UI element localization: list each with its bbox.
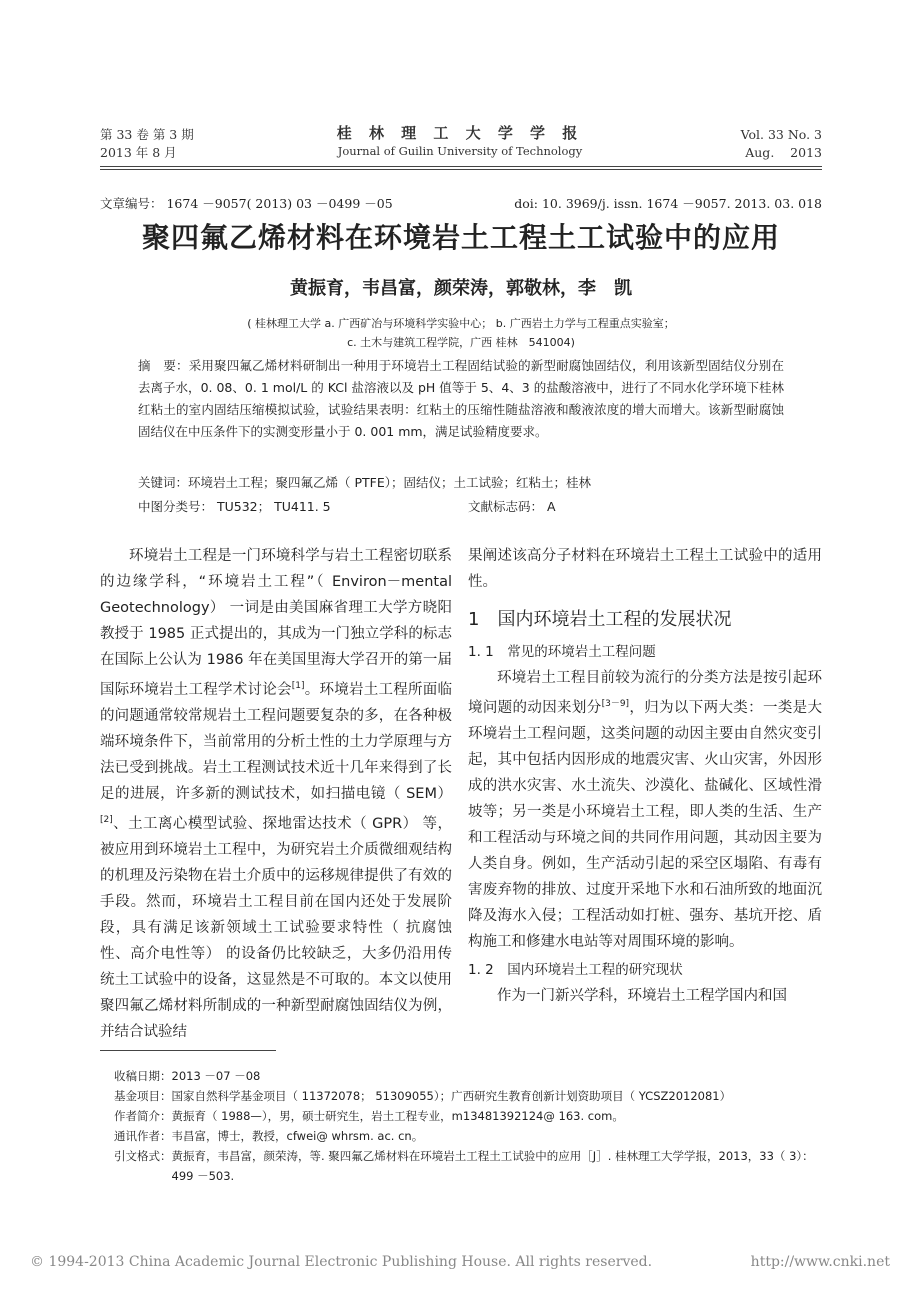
copyright-bar <box>30 1254 890 1270</box>
footnote-label: 通讯作者： <box>114 1129 172 1143</box>
section-heading-1-1: 1. 1 常见的环境岩土工程问题 <box>468 644 656 660</box>
footnote-label: 收稿日期： <box>114 1069 172 1083</box>
affiliation-line-1: ( 桂林理工大学 a. 广西矿冶与环境科学实验中心； b. 广西岩土力学与工程重点实验室； <box>247 317 675 330</box>
header-volume <box>100 126 194 162</box>
body-text: 环境岩土工程所面临的问题通常较常规岩土工程问题要复杂的多，在各种极端环境条件下，当前常用的分析土性的土力学原理与方法已受到挑战。岩土工程测试技术近十几年来得到了长足的进展，许多新的测试技术，如扫描电镜（ SEM） <box>100 681 452 802</box>
clc-number: 中图分类号： TU532； TU411. 5 <box>138 499 331 514</box>
abstract-text: 采用聚四氟乙烯材料研制出一种用于环境岩土工程固结试验的新型耐腐蚀固结仪，利用该新型固结仪分别在去离子水，0. 08、0. 1 mol/L 的 KCl 盐溶液以及 pH 值等于 5、4、3 的盐酸溶液中，进行了不同水化学环境下桂林红粘土的室内固结压缩模拟试验，试验结果表明：红粘土的压缩性随盐溶液和酸液浓度的增大而增大。该新型耐腐蚀固结仪在中压条件下的实测变形量小于 0. 001 mm，满足试验精度要求。 <box>138 358 784 439</box>
header-volume-en-text: Vol. 33 No. 3 <box>740 127 822 142</box>
doi: doi: 10. 3969/j. issn. 1674 －9057. 2013. 03. 018 <box>514 196 822 211</box>
cnki-link[interactable]: http://www.cnki.net <box>750 1254 890 1270</box>
footnote-value: 黄振育（ 1988—），男，硕士研究生，岩土工程专业，m13481392124@ 163. com。 <box>171 1109 624 1123</box>
copyright-text: © 1994-2013 China Academic Journal Electronic Publishing House. All rights reserved. <box>30 1254 653 1270</box>
header-date-cn: 2013 年 8 月 <box>100 145 177 160</box>
footnote-label: 基金项目： <box>114 1089 172 1103</box>
header-volume-cn: 第 33 卷 第 3 期 <box>100 127 194 142</box>
footnote-value: 韦昌富，博士，教授，cfwei@ whrsm. ac. cn。 <box>171 1129 424 1143</box>
citation: [1] <box>291 681 305 691</box>
footnote-funding <box>114 1086 824 1106</box>
footnote-corresponding <box>114 1126 824 1146</box>
footnote-value: 黄振育，韦昌富，颜荣涛，等. 聚四氟乙烯材料在环境岩土工程土工试验中的应用［J］. 桂林理工大学学报，2013，33（ 3）：499 －503. <box>171 1149 814 1183</box>
footnote-value: 国家自然科学基金项目（ 11372078； 51309055）；广西研究生教育创新计划资助项目（ YCSZ2012081） <box>171 1089 732 1103</box>
header-rule <box>100 166 822 167</box>
keywords <box>138 473 784 491</box>
body-right-column <box>468 543 822 1009</box>
section-heading-1: 1 国内环境岩土工程的发展状况 <box>468 609 732 630</box>
keywords-label: 关键词： <box>138 475 189 490</box>
journal-title-cn: 桂 林 理 工 大 学 学 报 <box>336 124 584 142</box>
body-text: 、土工离心模型试验、探地雷达技术（ GPR） 等，被应用到环境岩土工程中，为研究岩土介质微细观结构的机理及污染物在岩土介质中的运移规律提供了有效的手段。然而，环境岩土工程目前在国内还处于发展阶段，具有满足该新领域土工试验要求特性（ 抗腐蚀性、高介电性等） 的设备仍比较缺乏，大多仍沿用传统土工试验中的设备，这显然是不可取的。本文以使用聚四氟乙烯材料所制成的一种新型耐腐蚀固结仪为例，并结合试验结 <box>100 815 452 1040</box>
header-rule-thin <box>100 169 822 170</box>
footnote-rule <box>100 1050 276 1051</box>
body-paragraph: 作为一门新兴学科，环境岩土工程学国内和国 <box>497 987 787 1004</box>
footnote-citation <box>114 1146 824 1186</box>
section-heading-1-2: 1. 2 国内环境岩土工程的研究现状 <box>468 961 683 978</box>
footnotes <box>114 1066 824 1186</box>
citation: [3－9] <box>601 699 630 709</box>
citation: [2] <box>100 814 113 825</box>
keywords-text: 环境岩土工程；聚四氟乙烯（ PTFE）；固结仪；土工试验；红粘土；桂林 <box>188 475 592 490</box>
footnote-label: 引文格式： <box>114 1149 172 1163</box>
header-date-en: Aug. 2013 <box>745 145 822 160</box>
header-journal <box>300 124 620 160</box>
paper-title: 聚四氟乙烯材料在环境岩土工程土工试验中的应用 <box>141 221 780 254</box>
abstract <box>138 355 784 443</box>
journal-title-en: Journal of Guilin University of Technology <box>337 144 583 158</box>
body-left-column <box>100 543 452 1045</box>
body-text: 环境岩土工程是一门环境科学与岩土工程密切联系的边缘学科，“环境岩土工程”（ Environ－mental Geotechnology） 一词是由美国麻省理工大学方晓阳教授于 1985 正式提出的，其成为一门独立学科的标志在国际上公认为 1986 年在美国里海大学召开的第一届国际环境岩土工程学术讨论会 <box>100 548 452 698</box>
affiliation-line-2: c. 土木与建筑工程学院，广西 桂林 541004) <box>347 336 575 349</box>
body-paragraph: 果阐述该高分子材料在环境岩土工程土工试验中的适用性。 <box>468 548 822 590</box>
footnote-received <box>114 1066 824 1086</box>
body-paragraph <box>468 665 822 955</box>
body-text: 环境岩土工程目前较为流行的分类方法是按引起环境问题的动因来划分 <box>468 670 822 716</box>
footnote-author-bio <box>114 1106 824 1126</box>
article-number: 文章编号： 1674 －9057( 2013) 03 －0499 －05 <box>100 196 393 211</box>
footnote-value: 2013 －07 －08 <box>171 1069 261 1083</box>
paper-authors: 黄振育，韦昌富，颜荣涛，郭敬林，李 凯 <box>290 278 632 299</box>
footnote-label: 作者简介： <box>114 1109 172 1123</box>
document-code: 文献标志码： A <box>468 499 556 514</box>
article-meta <box>100 194 822 212</box>
abstract-label: 摘 要： <box>138 358 189 373</box>
header-volume-en <box>741 126 822 162</box>
body-text: ，归为以下两大类：一类是大环境岩土工程问题，这类问题的动因主要由自然灾变引起，其中包括内因形成的地震灾害、火山灾害，外因形成的洪水灾害、水土流失、沙漠化、盐碱化、区域性滑坡等；另一类是小环境岩土工程，即人类的生活、生产和工程活动与环境之间的共同作用问题，其动因主要为人类自身。例如，生产活动引起的采空区塌陷、有毒有害废弃物的排放、过度开采地下水和石油所致的地面沉降及海水入侵；工程活动如打桩、强夯、基坑开挖、盾构施工和修建水电站等对周围环境的影响。 <box>468 699 823 950</box>
body-paragraph: 环境岩土工程是一门环境科学与岩土工程密切联系的边缘学科，“环境岩土工程”（ Environ－mental Geotechnology） 一词是由美国麻省理工大学方晓阳教授于 1985 正式提出的，其成为一门独立学科的标志在国际上公认为 1986 年在美国里海大学召开的第一届国际环境岩土工程学术讨论会[1]。环境岩土工程所面临的问题通常较常规岩土工程问题要复杂的多，在各种极端环境条件下，当前常用的分析土性的土力学原理与方法已受到挑战。岩土工程测试技术近十几年来得到了长足的进展，许多新的测试技术，如扫描电镜（ SEM）[2]、土工离心模型试验、探地雷达技术（ GPR） 等，被应用到环境岩土工程中，为研究岩土介质微细观结构的机理及污染物在岩土介质中的运移规律提供了有效的手段。然而，环境岩土工程目前在国内还处于发展阶段，具有满足该新领域土工试验要求特性（ 抗腐蚀性、高介电性等） 的设备仍比较缺乏，大多仍沿用传统土工试验中的设备，这显然是不可取的。本文以使用聚四氟乙烯材料所制成的一种新型耐腐蚀固结仪为例，并结合试验结 <box>100 548 452 1040</box>
